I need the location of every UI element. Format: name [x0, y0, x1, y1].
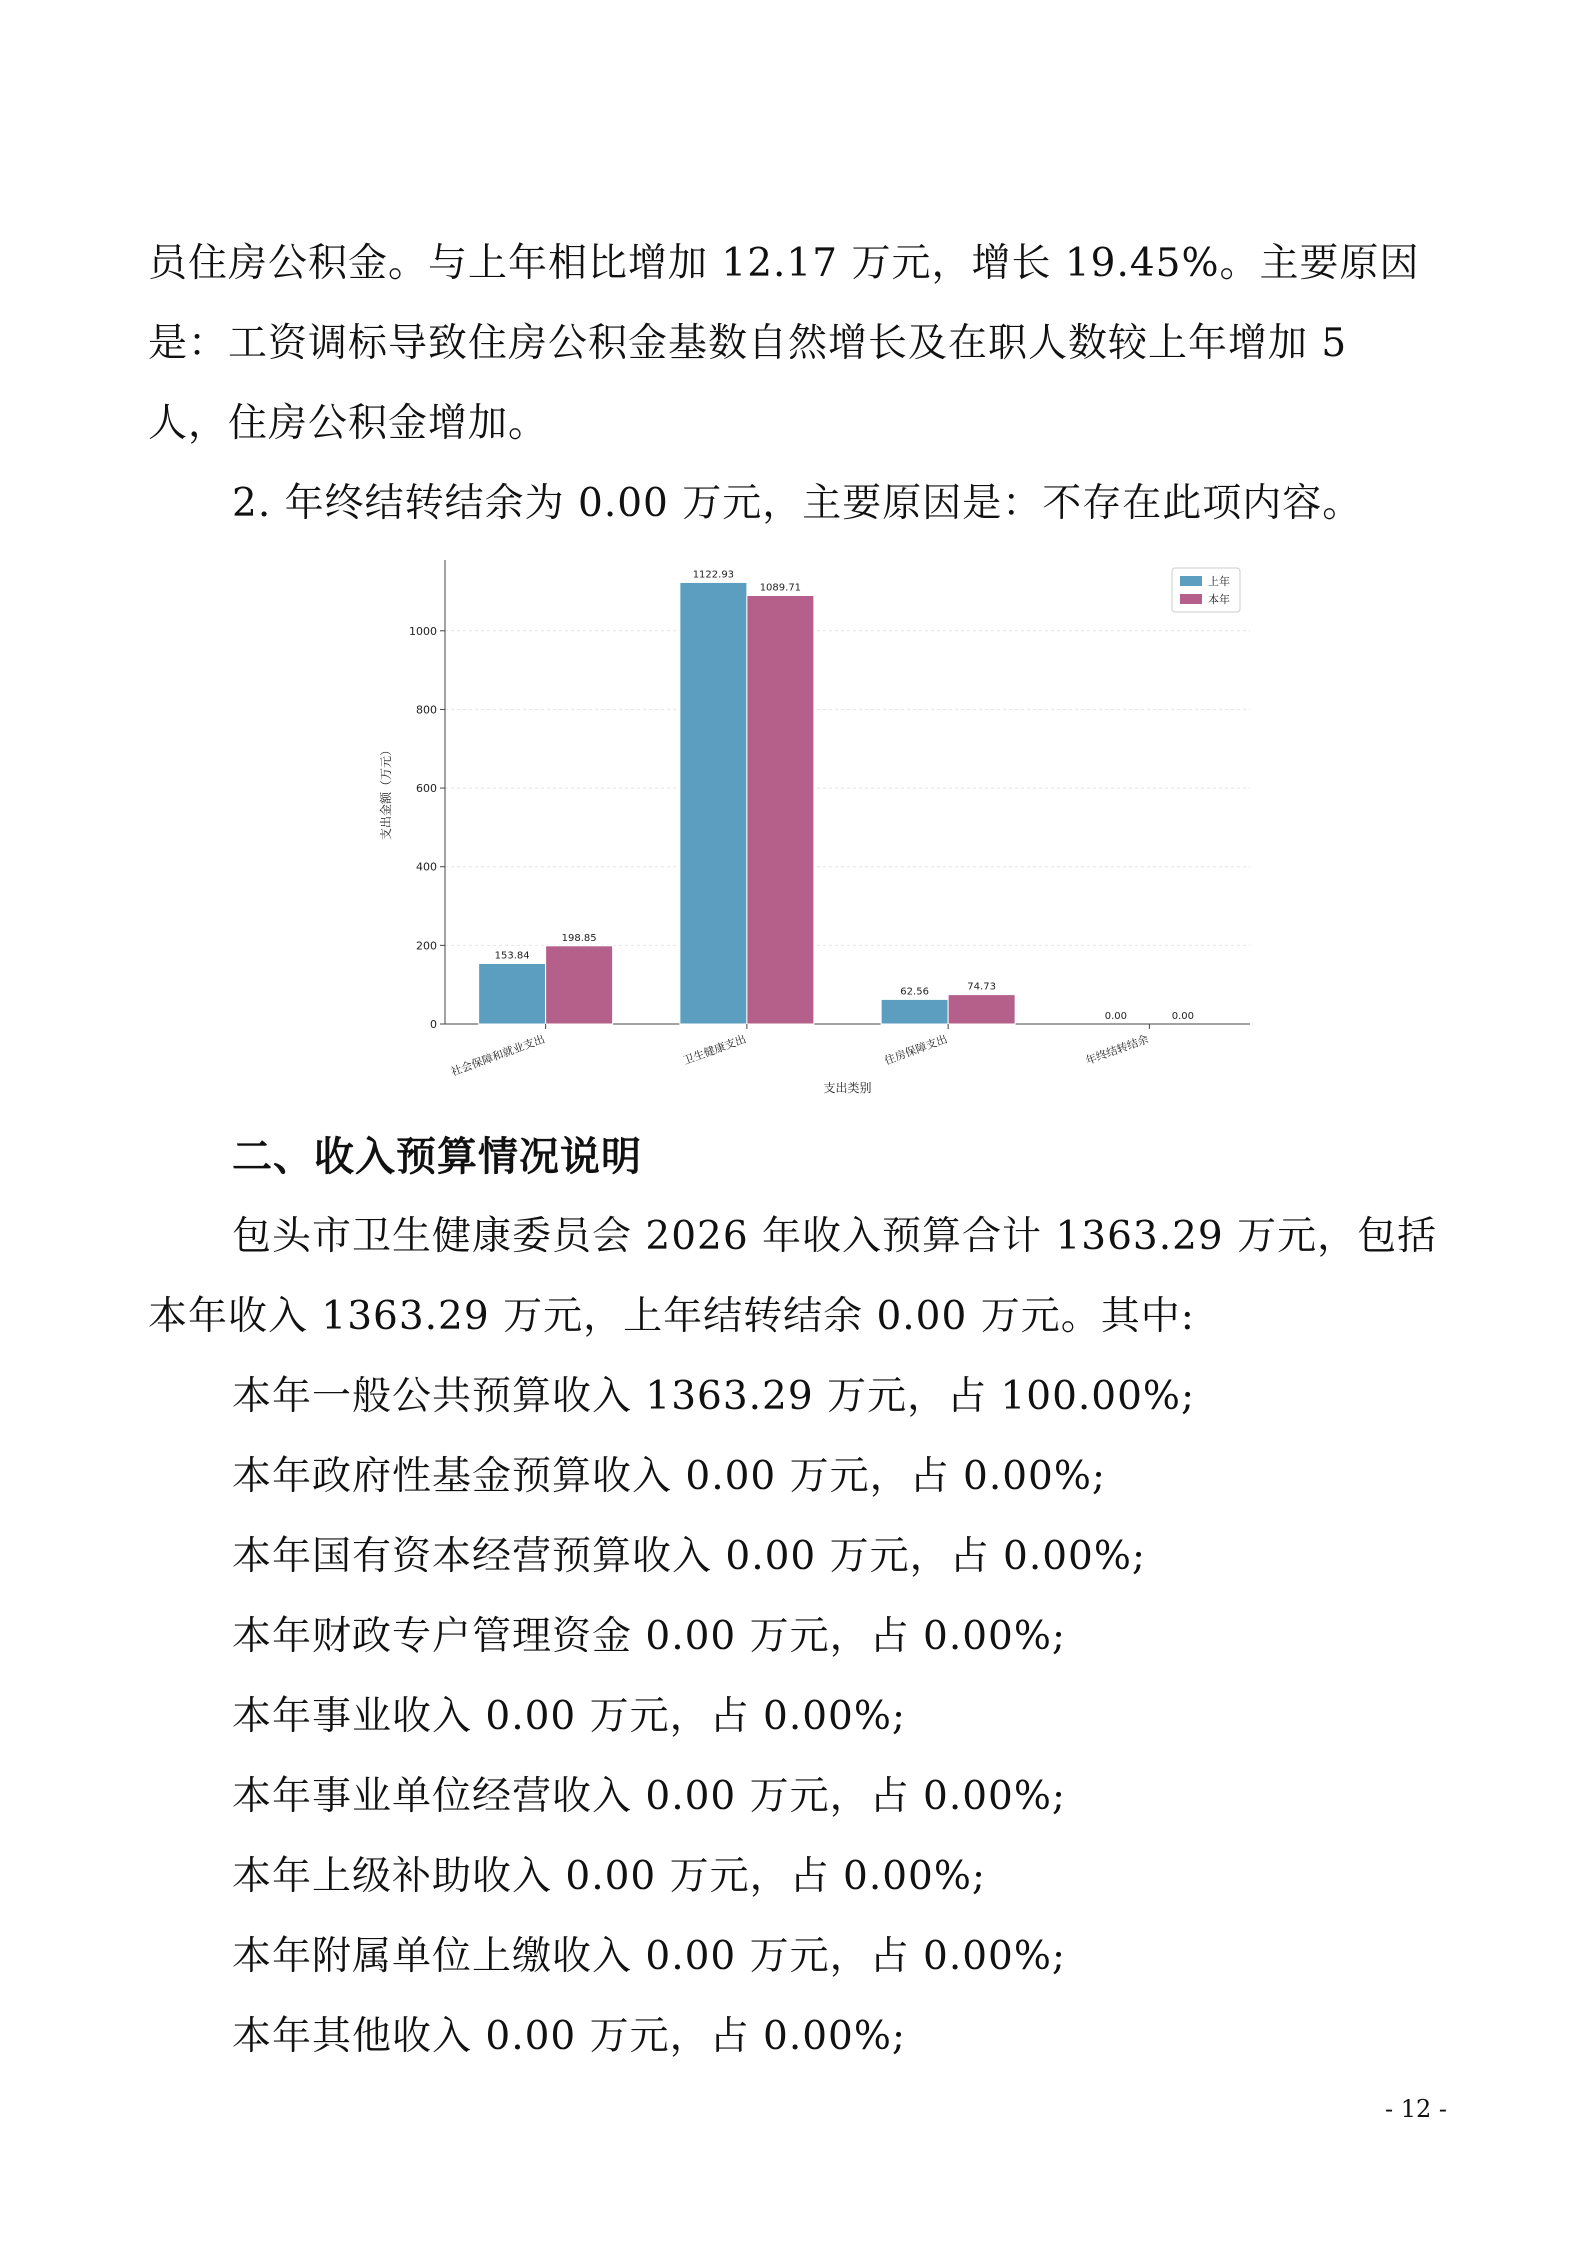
y-tick-label: 0 [430, 1018, 437, 1031]
section-heading: 二、收入预算情况说明 [232, 1134, 642, 1180]
y-tick-label: 200 [416, 939, 437, 953]
y-tick-label: 1000 [409, 624, 437, 638]
bar-this-year [546, 946, 613, 1024]
y-tick-label: 400 [416, 860, 437, 874]
bar-value-label: 198.85 [561, 932, 597, 944]
paragraph-line: 员住房公积金。与上年相比增加 12.17 万元，增长 19.45%。主要原因 [148, 241, 1420, 286]
bar-value-label: 0.00 [1104, 1011, 1128, 1022]
x-tick-label: 卫生健康支出 [681, 1032, 748, 1068]
legend-label: 本年 [1208, 593, 1230, 606]
bar-value-label: 1122.93 [692, 569, 735, 581]
income-item: 本年事业收入 0.00 万元，占 0.00%; [232, 1694, 907, 1739]
y-axis-label: 支出金额（万元） [379, 743, 393, 841]
chart-svg [360, 552, 1260, 1112]
x-tick-label: 年终结转结余 [1083, 1032, 1151, 1068]
bar-this-year [747, 596, 814, 1024]
x-axis-label: 支出类别 [823, 1081, 872, 1095]
y-tick-label: 600 [416, 782, 437, 796]
bar-value-label: 74.73 [967, 981, 996, 993]
bar-value-label: 62.56 [900, 986, 929, 998]
income-item: 本年一般公共预算收入 1363.29 万元，占 100.00%; [232, 1374, 1196, 1419]
bar-value-label: 1089.71 [759, 582, 802, 594]
paragraph-year-end-balance: 2. 年终结转结余为 0.00 万元，主要原因是：不存在此项内容。 [232, 481, 1363, 526]
legend-swatch [1180, 576, 1202, 586]
x-tick-label: 社会保障和就业支出 [449, 1032, 547, 1079]
bar-this-year [948, 995, 1015, 1024]
bar-last-year [680, 582, 747, 1024]
bar-last-year [881, 999, 948, 1024]
paragraph-line: 是：工资调标导致住房公积金基数自然增长及在职人数较上年增加 5 [148, 321, 1348, 366]
income-item: 本年国有资本经营预算收入 0.00 万元，占 0.00%; [232, 1534, 1147, 1579]
income-item: 本年事业单位经营收入 0.00 万元，占 0.00%; [232, 1774, 1067, 1819]
y-tick-label: 800 [416, 703, 437, 717]
legend-label: 上年 [1208, 575, 1230, 588]
x-tick-label: 住房保障支出 [882, 1032, 950, 1068]
bar-value-label: 0.00 [1171, 1011, 1195, 1022]
income-item: 本年政府性基金预算收入 0.00 万元，占 0.00%; [232, 1454, 1107, 1499]
income-item: 本年财政专户管理资金 0.00 万元，占 0.00%; [232, 1614, 1067, 1659]
page-number: - 12 - [1385, 2095, 1448, 2123]
paragraph-line: 本年收入 1363.29 万元，上年结转结余 0.00 万元。其中: [148, 1294, 1195, 1339]
income-item: 本年上级补助收入 0.00 万元，占 0.00%; [232, 1854, 987, 1899]
expenditure-bar-chart [360, 552, 1260, 1112]
income-item: 本年其他收入 0.00 万元，占 0.00%; [232, 2014, 907, 2059]
bar-value-label: 153.84 [494, 950, 530, 962]
bar-last-year [479, 964, 546, 1024]
paragraph-line: 包头市卫生健康委员会 2026 年收入预算合计 1363.29 万元，包括 [232, 1214, 1438, 1259]
paragraph-line: 人，住房公积金增加。 [148, 401, 549, 446]
income-item: 本年附属单位上缴收入 0.00 万元，占 0.00%; [232, 1934, 1067, 1979]
legend-swatch [1180, 594, 1202, 604]
